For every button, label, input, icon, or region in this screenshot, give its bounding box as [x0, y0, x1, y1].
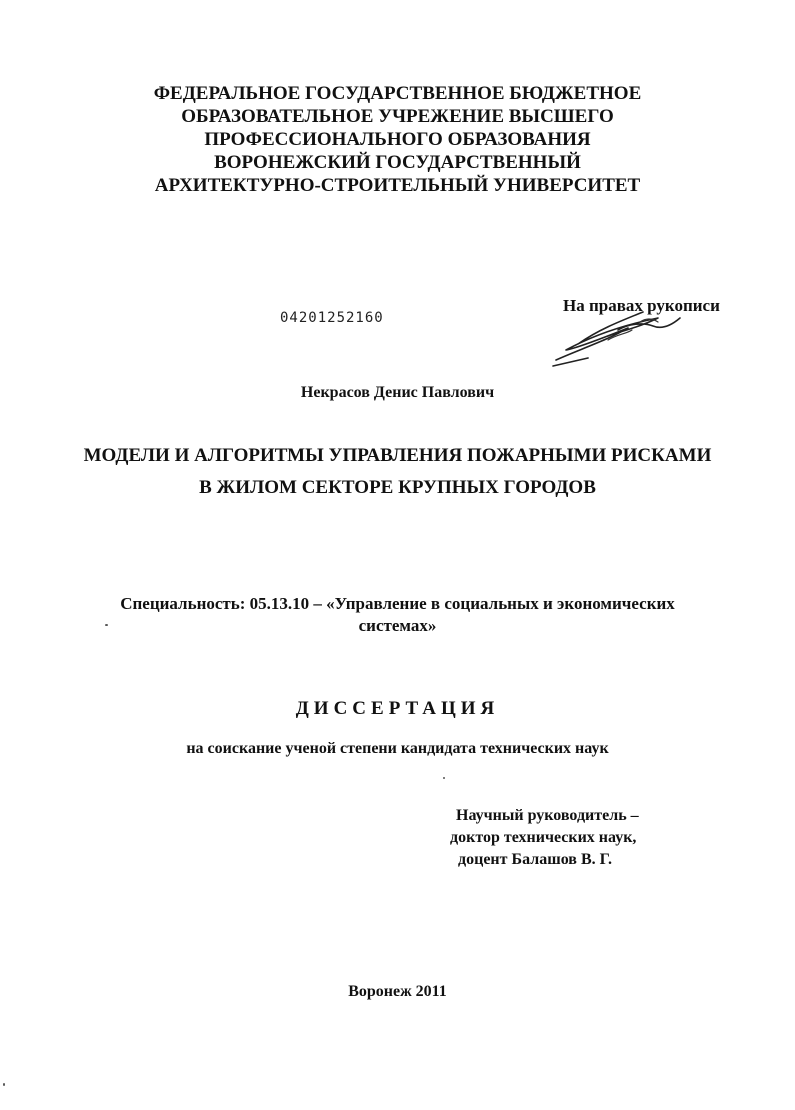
institution-block: [0, 82, 795, 197]
scan-speck: [3, 1083, 5, 1086]
scan-speck: [443, 777, 445, 779]
supervisor-line-2: доктор технических наук,: [450, 829, 637, 846]
institution-line-3: ПРОФЕССИОНАЛЬНОГО ОБРАЗОВАНИЯ: [204, 129, 591, 150]
degree-line: на соискание ученой степени кандидата технических наук: [186, 740, 609, 757]
institution-line-5: АРХИТЕКТУРНО-СТРОИТЕЛЬНЫЙ УНИВЕРСИТЕТ: [154, 175, 641, 196]
catalog-number: 04201252160: [280, 310, 384, 326]
institution-line-2: ОБРАЗОВАТЕЛЬНОЕ УЧРЕЖЕНИЕ ВЫСШЕГО: [181, 106, 614, 127]
author-name: Некрасов Денис Павлович: [300, 384, 495, 401]
scan-speck: [105, 624, 108, 626]
signature-icon: [548, 300, 698, 370]
specialty-block: [0, 593, 795, 637]
document-type-heading: ДИССЕРТАЦИЯ: [295, 698, 500, 719]
specialty-line-1: Специальность: 05.13.10 – «Управление в социальных и экономических: [120, 594, 675, 613]
specialty-line-2: системах»: [358, 616, 437, 635]
institution-line-1: ФЕДЕРАЛЬНОЕ ГОСУДАРСТВЕННОЕ БЮДЖЕТНОЕ: [153, 83, 642, 104]
title-line-2: В ЖИЛОМ СЕКТОРЕ КРУПНЫХ ГОРОДОВ: [199, 477, 596, 498]
supervisor-line-3: доцент Балашов В. Г.: [458, 851, 612, 868]
city-year: Воронеж 2011: [348, 983, 447, 1000]
title-line-1: МОДЕЛИ И АЛГОРИТМЫ УПРАВЛЕНИЯ ПОЖАРНЫМИ РИСКАМИ: [83, 445, 712, 466]
supervisor-block: [450, 805, 639, 871]
manuscript-rights-label: На правах рукописи: [563, 296, 720, 315]
supervisor-line-1: Научный руководитель –: [456, 807, 639, 824]
dissertation-title: [0, 440, 795, 504]
institution-line-4: ВОРОНЕЖСКИЙ ГОСУДАРСТВЕННЫЙ: [214, 152, 581, 173]
